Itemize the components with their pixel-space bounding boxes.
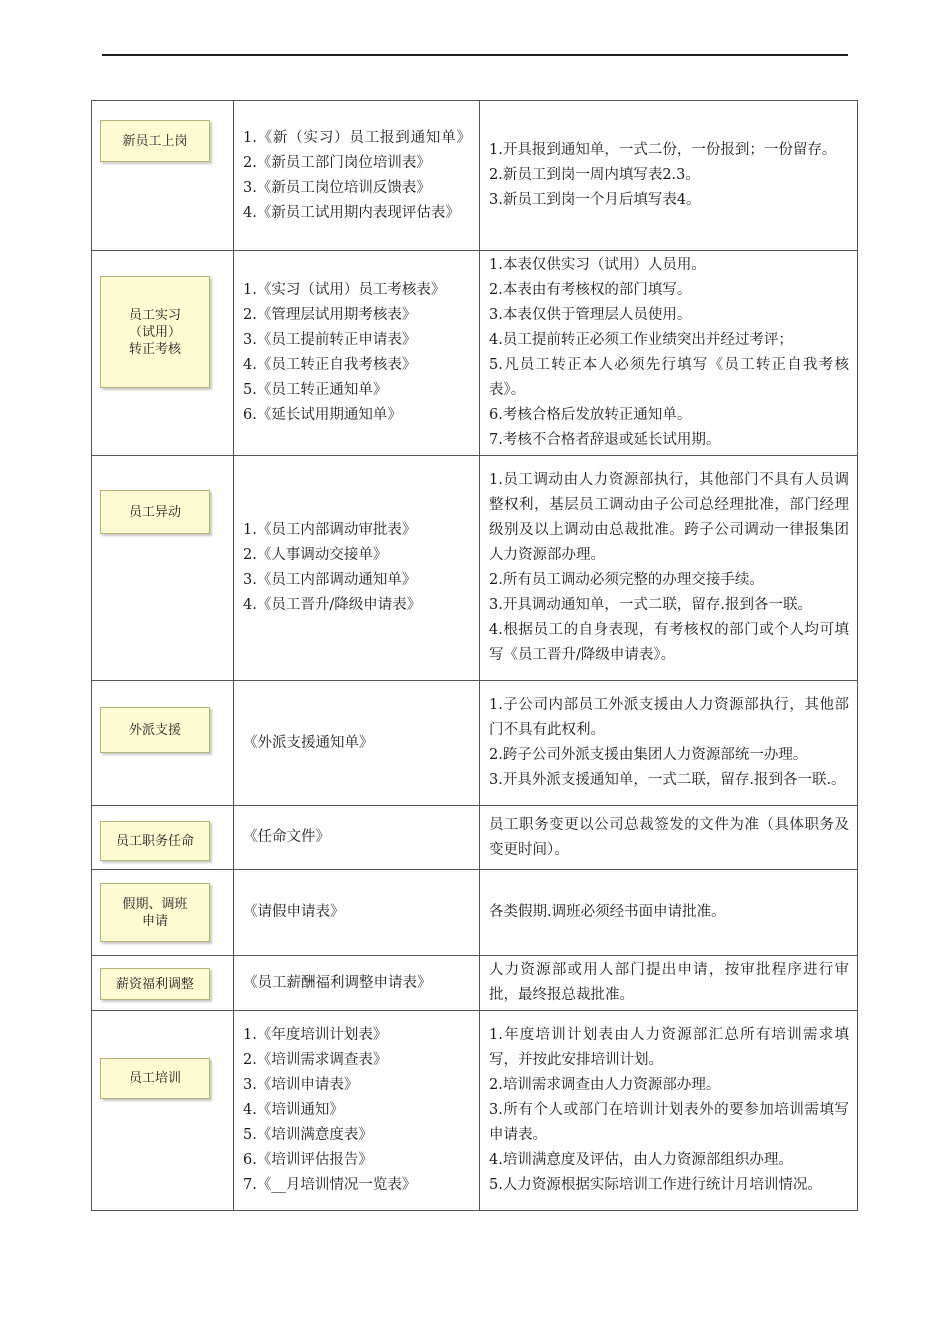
category-label-job-appointment [100,821,210,861]
note-item: 1.开具报到通知单，一式二份，一份报到；一份留存。 [489,142,837,158]
form-item: 《请假申请表》 [243,904,345,920]
category-label-text [116,833,194,850]
note-item: 1.年度培训计划表由人力资源部汇总所有培训需求填写，并按此安排培训计划。 [489,1027,849,1068]
table-row [92,456,858,681]
note-item: 2.所有员工调动必须完整的办理交接手续。 [489,572,764,588]
category-cell [92,681,234,806]
table-row [92,1011,858,1211]
note-item: 1.子公司内部员工外派支援由人力资源部执行，其他部门不具有此权利。 [489,697,849,738]
table-row [92,101,858,251]
note-item: 2.培训需求调查由人力资源部办理。 [489,1077,721,1093]
note-item: 3.开具调动通知单，一式二联，留存.报到各一联。 [489,597,812,613]
table-row [92,251,858,456]
forms-cell [234,251,480,456]
forms-cell [234,806,480,870]
category-cell [92,870,234,956]
forms-cell [234,1011,480,1211]
notes-cell [480,456,858,681]
form-item: 5.《员工转正通知单》 [243,382,388,398]
form-item: 2.《管理层试用期考核表》 [243,307,417,323]
form-item: 1.《实习（试用）员工考核表》 [243,282,446,298]
category-label-compensation-adjust [100,968,210,1000]
category-label-text [129,722,181,739]
note-item: 1.员工调动由人力资源部执行，其他部门不具有人员调整权利，基层员工调动由子公司总经理批准，部门经理级别及以上调动由总裁批准。跨子公司调动一律报集团人力资源部办理。 [489,472,849,563]
category-label-dispatch-support [100,707,210,753]
form-item: 《外派支援通知单》 [243,734,374,751]
forms-cell [234,956,480,1011]
forms-cell [234,870,480,956]
note-item: 3.本表仅供于管理层人员使用。 [489,307,692,323]
category-label-text [116,976,194,993]
forms-cell [234,101,480,251]
form-item: 3.《培训申请表》 [243,1077,359,1093]
category-label-line: 员工培训 [128,1071,181,1086]
category-label-text [129,504,181,521]
form-item: 6.《延长试用期通知单》 [243,407,402,423]
forms-cell [234,681,480,806]
category-cell [92,251,234,456]
form-item: 4.《新员工试用期内表现评估表》 [243,204,460,221]
note-item: 人力资源部或用人部门提出申请，按审批程序进行审批，最终报总裁批准。 [489,962,849,1003]
table-row [92,681,858,806]
notes-cell [480,681,858,806]
note-item: 7.考核不合格者辞退或延长试用期。 [489,432,721,448]
category-label-text [122,133,187,150]
form-item: 1.《新（实习）员工报到通知单》2.《新员工部门岗位培训表》 [243,129,471,171]
notes-cell [480,1011,858,1211]
notes-cell [480,101,858,251]
hr-procedure-table [91,100,858,1211]
note-item: 6.考核合格后发放转正通知单。 [489,407,692,423]
form-item: 2.《培训需求调查表》 [243,1052,388,1068]
category-label-line: 员工职务任命 [115,833,194,849]
form-item: 3.《员工内部调动通知单》 [243,572,417,588]
form-item: 《员工薪酬福利调整申请表》 [243,974,432,991]
form-item: 1.《员工内部调动审批表》 [243,522,417,538]
note-item: 4.培训满意度及评估，由人力资源部组织办理。 [489,1152,793,1168]
note-item: 4.员工提前转正必须工作业绩突出并经过考评； [489,332,793,348]
form-item: 5.《培训满意度表》 [243,1127,373,1143]
table-row [92,956,858,1011]
note-item: 2.跨子公司外派支援由集团人力资源部统一办理。 [489,747,808,763]
form-item: 4.《培训通知》 [243,1102,344,1118]
note-item: 4.根据员工的自身表现，有考核权的部门或个人均可填写《员工晋升/降级申请表》。 [489,622,849,663]
category-label-line: 员工异动 [128,504,181,520]
category-label-line: 假期、调班 [122,896,188,912]
category-label-probation-review [100,276,210,388]
category-label-line: 申请 [141,913,168,929]
form-item: 3.《新员工岗位培训反馈表》 [243,179,431,196]
note-item: 员工职务变更以公司总裁签发的文件为准（具体职务及变更时间）。 [489,816,849,858]
category-cell [92,806,234,870]
category-cell [92,1011,234,1211]
category-cell [92,956,234,1011]
note-item: 3.新员工到岗一个月后填写表4。 [489,192,701,208]
category-label-line: 外派支援 [128,722,181,738]
category-label-line: 新员工上岗 [122,133,188,149]
table-row [92,870,858,956]
form-item: 2.《人事调动交接单》 [243,547,388,563]
forms-cell [234,456,480,681]
form-item: 1.《年度培训计划表》 [243,1027,388,1043]
header-rule [102,54,848,56]
note-item: 3.所有个人或部门在培训计划表外的要参加培训需填写申请表。 [489,1102,849,1143]
notes-cell [480,806,858,870]
note-item: 5.人力资源根据实际培训工作进行统计月培训情况。 [489,1177,822,1193]
form-item: 3.《员工提前转正申请表》 [243,332,417,348]
category-label-training [100,1058,210,1099]
note-item: 1.本表仅供实习（试用）人员用。 [489,257,706,273]
note-item: 2.新员工到岗一周内填写表2.3。 [489,167,700,183]
category-label-line: 薪资福利调整 [115,976,194,992]
form-item: 4.《员工晋升/降级申请表》 [243,597,422,613]
notes-cell [480,251,858,456]
category-label-line: （试用） [128,324,181,340]
category-label-transfer [100,490,210,534]
note-item: 2.本表由有考核权的部门填写。 [489,282,692,298]
note-item: 5.凡员工转正本人必须先行填写《员工转正自我考核表》。 [489,357,849,398]
form-item: 《任命文件》 [243,829,330,845]
category-label-text [129,1070,181,1087]
category-cell [92,456,234,681]
category-label-new-hire [100,120,210,162]
note-item: 各类假期.调班必须经书面申请批准。 [489,904,726,920]
category-label-text [122,896,187,930]
category-label-line: 员工实习 [128,307,181,323]
notes-cell [480,870,858,956]
category-label-line: 转正考核 [128,341,181,357]
form-item: 7.《__月培训情况一览表》 [243,1177,417,1193]
form-item: 6.《培训评估报告》 [243,1152,373,1168]
notes-cell [480,956,858,1011]
note-item: 3.开具外派支援通知单，一式二联，留存.报到各一联.。 [489,772,846,788]
category-label-leave-request [100,883,210,942]
table-row [92,806,858,870]
category-cell [92,101,234,251]
category-label-text [129,307,181,358]
form-item: 4.《员工转正自我考核表》 [243,357,417,373]
